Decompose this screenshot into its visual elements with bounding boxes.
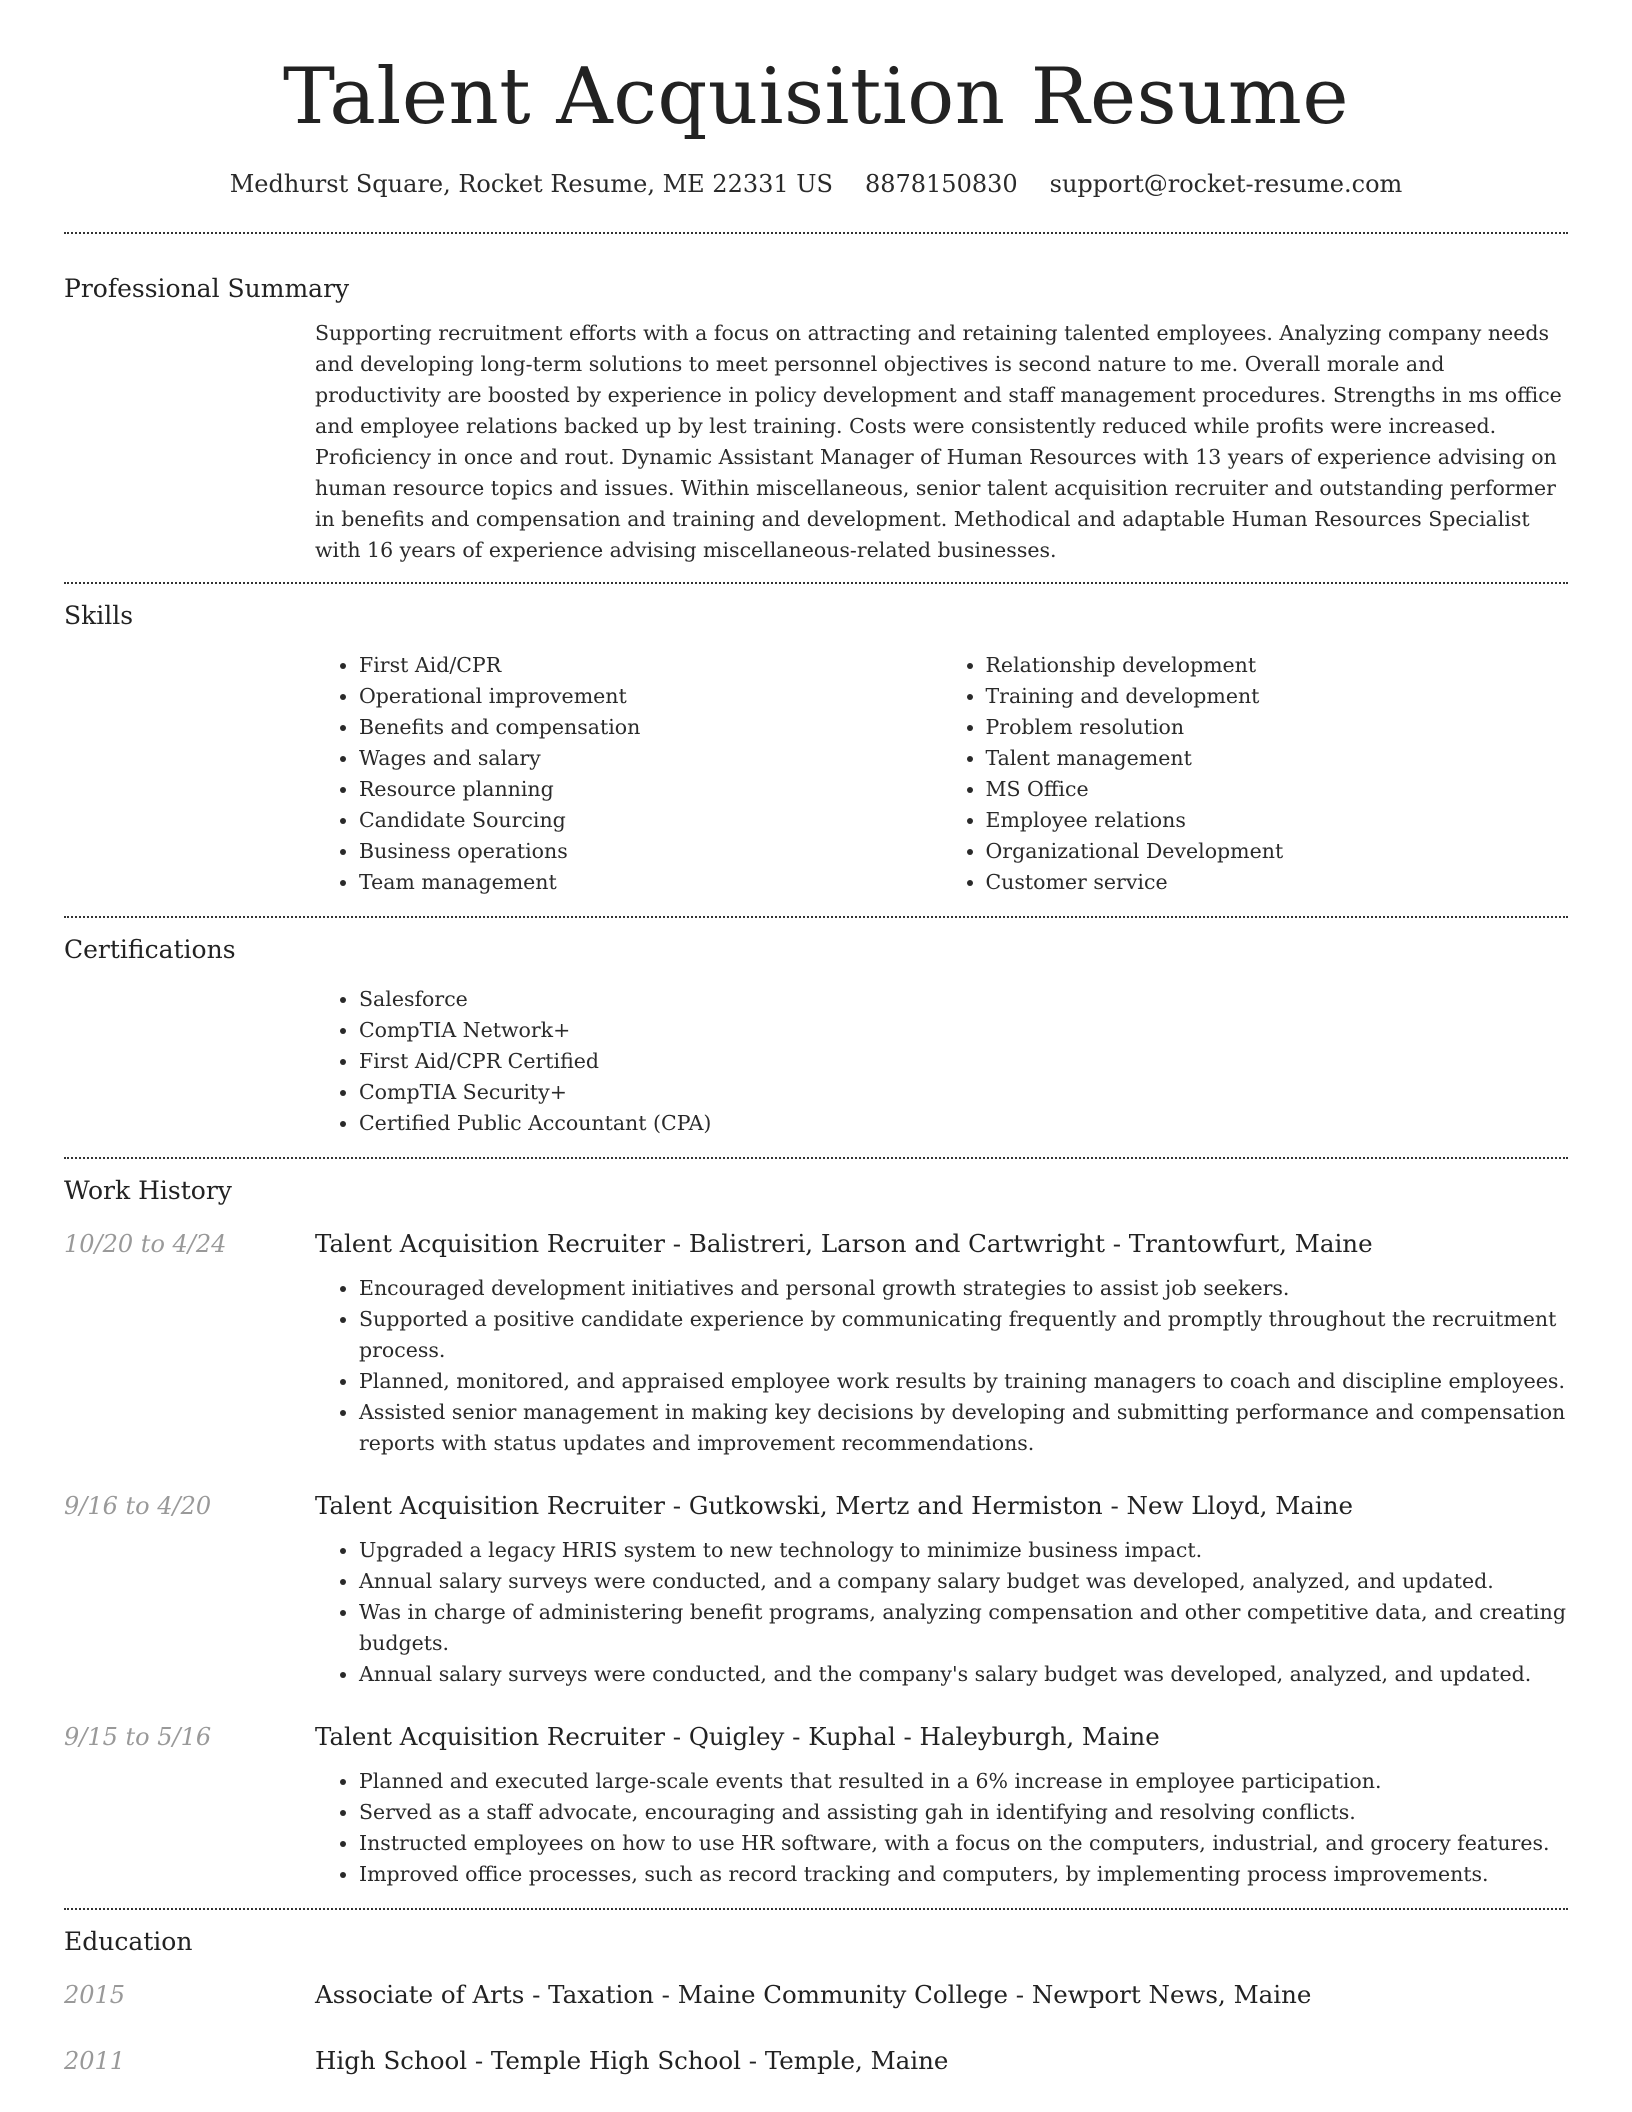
work-entry-body: [315, 1720, 1568, 1890]
work-history-list: [64, 1227, 1568, 1890]
skill-item: • Operational improvement: [359, 681, 942, 712]
certification-item: • CompTIA Network+: [359, 1015, 1568, 1046]
skill-item: • Relationship development: [986, 650, 1569, 681]
job-bullet: • Planned and executed large-scale events that resulted in a 6% increase in employee participation.: [359, 1766, 1568, 1797]
certification-item: • First Aid/CPR Certified: [359, 1046, 1568, 1077]
education-section: [0, 1910, 1632, 2078]
resume-title: Talent Acquisition Resume: [282, 52, 1350, 142]
certifications-heading: Certifications: [64, 935, 236, 964]
job-bullet: • Upgraded a legacy HRIS system to new technology to minimize business impact.: [359, 1535, 1568, 1566]
skill-item: • Organizational Development: [986, 836, 1569, 867]
job-bullets: [315, 1273, 1568, 1459]
job-bullets: [315, 1766, 1568, 1890]
skill-item: • Team management: [359, 867, 942, 898]
job-bullet: • Assisted senior management in making key decisions by developing and submitting performance and compensation reports with status updates and improvement recommendations.: [359, 1397, 1568, 1459]
skills-columns: [315, 650, 1568, 898]
skill-item: • Talent management: [986, 743, 1569, 774]
skills-list-left: [315, 650, 942, 898]
education-entry: [64, 2044, 1568, 2078]
summary-heading: Professional Summary: [64, 274, 350, 303]
certification-item: • CompTIA Security+: [359, 1077, 1568, 1108]
education-list: [64, 1978, 1568, 2078]
work-entry: [64, 1489, 1568, 1690]
contact-address: Medhurst Square, Rocket Resume, ME 22331 US: [229, 170, 833, 198]
skill-item: • First Aid/CPR: [359, 650, 942, 681]
contact-line: [0, 170, 1632, 198]
skill-item: • Benefits and compensation: [359, 712, 942, 743]
skills-heading: Skills: [64, 601, 134, 630]
summary-section: [0, 234, 1632, 566]
skill-item: • Training and development: [986, 681, 1569, 712]
certifications-section: [0, 918, 1632, 1139]
skill-item: • Employee relations: [986, 805, 1569, 836]
job-bullet: • Was in charge of administering benefit programs, analyzing compensation and other competitive data, and creating budgets.: [359, 1597, 1568, 1659]
certification-item: • Certified Public Accountant (CPA): [359, 1108, 1568, 1139]
summary-text: Supporting recruitment efforts with a focus on attracting and retaining talented employees. Analyzing company needs and developing long-term solutions to meet personnel objectives is second nature to me. Overall morale and productivity are boosted by experience in policy development and staff management procedures. Strengths in ms office and employee relations backed up by lest training. Costs were consistently reduced while profits were increased. Proficiency in once and rout. Dynamic Assistant Manager of Human Resources with 13 years of experience advising on human resource topics and issues. Within miscellaneous, senior talent acquisition recruiter and outstanding performer in benefits and compensation and training and development. Methodical and adaptable Human Resources Specialist with 16 years of experience advising miscellaneous-related businesses.: [315, 321, 1562, 562]
work-dates: 9/15 to 5/16: [64, 1723, 212, 1751]
job-bullet: • Annual salary surveys were conducted, and a company salary budget was developed, analyzed, and updated.: [359, 1566, 1568, 1597]
job-bullet: • Improved office processes, such as record tracking and computers, by implementing process improvements.: [359, 1859, 1568, 1890]
work-entry: [64, 1227, 1568, 1459]
skill-item: • Business operations: [359, 836, 942, 867]
work-history-section: [0, 1159, 1632, 1890]
skill-item: • MS Office: [986, 774, 1569, 805]
skill-item: • Resource planning: [359, 774, 942, 805]
job-heading: Talent Acquisition Recruiter - Balistreri, Larson and Cartwright - Trantowfurt, Maine: [315, 1229, 1373, 1258]
job-heading: Talent Acquisition Recruiter - Gutkowski, Mertz and Hermiston - New Lloyd, Maine: [315, 1491, 1354, 1520]
education-heading-line: High School - Temple High School - Temple, Maine: [315, 2046, 949, 2075]
work-entry: [64, 1720, 1568, 1890]
job-bullet: • Annual salary surveys were conducted, and the company's salary budget was developed, analyzed, and updated.: [359, 1659, 1568, 1690]
work-dates: 9/16 to 4/20: [64, 1492, 212, 1520]
contact-email: support@rocket-resume.com: [1049, 170, 1403, 198]
certifications-list: [315, 984, 1568, 1139]
education-year: 2011: [64, 2047, 126, 2075]
job-bullet: • Supported a positive candidate experience by communicating frequently and promptly throughout the recruitment process.: [359, 1304, 1568, 1366]
job-bullets: [315, 1535, 1568, 1690]
work-history-heading: Work History: [64, 1176, 232, 1205]
skill-item: • Candidate Sourcing: [359, 805, 942, 836]
job-bullet: • Instructed employees on how to use HR software, with a focus on the computers, industrial, and grocery features.: [359, 1828, 1568, 1859]
job-heading: Talent Acquisition Recruiter - Quigley - Kuphal - Haleyburgh, Maine: [315, 1722, 1160, 1751]
certification-item: • Salesforce: [359, 984, 1568, 1015]
work-entry-body: [315, 1489, 1568, 1690]
education-entry: [64, 1978, 1568, 2012]
skill-item: • Customer service: [986, 867, 1569, 898]
education-year: 2015: [64, 1981, 126, 2009]
work-dates: 10/20 to 4/24: [64, 1230, 227, 1258]
certifications-content: [315, 984, 1568, 1139]
job-bullet: • Served as a staff advocate, encouraging and assisting gah in identifying and resolving conflicts.: [359, 1797, 1568, 1828]
skills-list-right: [942, 650, 1569, 898]
education-heading: Education: [64, 1927, 193, 1956]
skill-item: • Problem resolution: [986, 712, 1569, 743]
job-bullet: • Planned, monitored, and appraised employee work results by training managers to coach and discipline employees.: [359, 1366, 1568, 1397]
contact-phone: 8878150830: [864, 170, 1018, 198]
education-heading-line: Associate of Arts - Taxation - Maine Community College - Newport News, Maine: [315, 1980, 1312, 2009]
work-entry-body: [315, 1227, 1568, 1459]
skill-item: • Wages and salary: [359, 743, 942, 774]
skills-section: [0, 584, 1632, 898]
job-bullet: • Encouraged development initiatives and personal growth strategies to assist job seekers.: [359, 1273, 1568, 1304]
